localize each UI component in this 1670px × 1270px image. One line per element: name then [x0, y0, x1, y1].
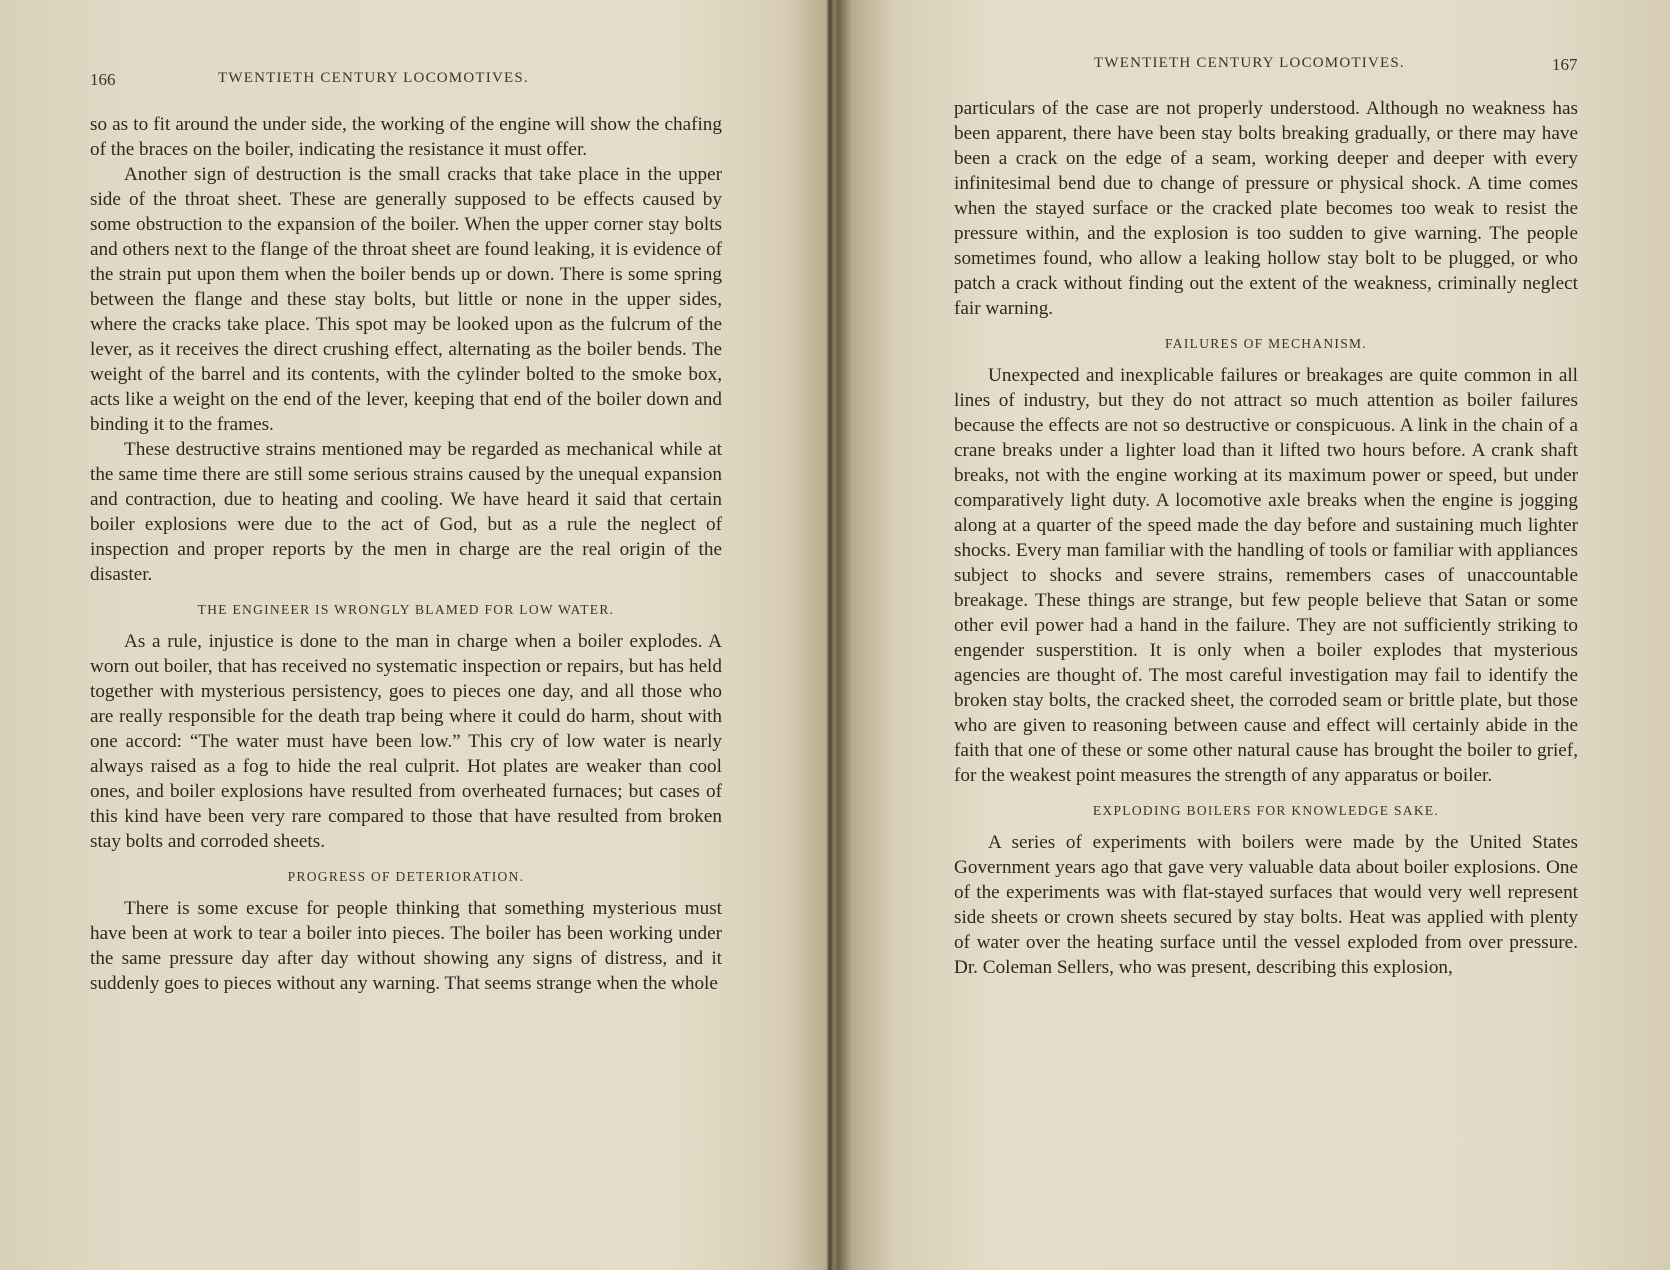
page-number: 167 [1552, 55, 1578, 74]
body-text [90, 112, 722, 996]
paragraph: Another sign of destruction is the small cracks that take place in the upper side of the throat sheet. These are generally supposed to be effects caused by some obstruction to the expansion of the boiler. When the upper corner stay bolts and others next to the flange of the throat sheet are found leaking, it is evidence of the strain put upon them when the boiler bends up or down. There is some spring between the flange and these stay bolts, but little or none in the upper sides, where the cracks take place. This spot may be looked upon as the fulcrum of the lever, as it receives the direct crushing effect, alternating as the boiler bends. The weight of the barrel and its contents, with the cylinder bolted to the smoke box, acts like a weight on the end of the lever, keeping that end of the boiler down and binding it to the frames. [90, 164, 722, 435]
book-gutter [826, 0, 834, 1270]
paragraph: A series of experiments with boilers were made by the United States Government years ago that gave very valuable data about boiler explosions. One of the experiments was with flat-stayed surfaces that would very well represent side sheets or crown sheets secured by stay bolts. Heat was applied with plenty of water over the heating surface until the vessel exploded from over pressure. Dr. Coleman Sellers, who was present, describing this explosion, [954, 832, 1578, 978]
paragraph: Unexpected and inexplicable failures or breakages are quite common in all lines of industry, but they do not attract so much attention as boiler failures because the effects are not so destructive or conspicuous. A link in the chain of a crane breaks under a lighter load than it lifted two hours before. A crank shaft breaks, not with the engine working at its maximum power or speed, but under comparatively light duty. A locomotive axle breaks when the engine is jogging along at a quarter of the speed made the day before and sustaining much lighter shocks. Every man familiar with the handling of tools or familiar with appliances subject to shocks and severe strains, remembers cases of unaccountable breakage. These things are strange, but few people believe that Satan or some other evil power had a hand in the failure. They are not sufficiently striking to engender susperstition. It is only when a boiler explodes that mysterious agencies are thought of. The most careful investigation may fail to identify the broken stay bolts, the cracked sheet, the corroded seam or brittle plate, but those who are given to reasoning between cause and effect will certainly abide in the faith that one of these or some other natural cause has brought the boiler to grief, for the weakest point measures the strength of any apparatus or boiler. [954, 365, 1578, 786]
running-head: TWENTIETH CENTURY LOCOMOTIVES. [218, 70, 529, 86]
left-page [0, 0, 826, 1270]
paragraph: These destructive strains mentioned may be regarded as mechanical while at the same time there are still some serious strains caused by the unequal expansion and contraction, due to heating and cooling. We have heard it said that certain boiler explosions were due to the act of God, but as a rule the neglect of inspection and proper reports by the men in charge are the real origin of the disaster. [90, 439, 722, 585]
body-text [954, 96, 1578, 980]
right-page [834, 0, 1670, 1270]
paragraph: so as to fit around the under side, the working of the engine will show the chafing of the braces on the boiler, indicating the resistance it must offer. [90, 114, 722, 160]
page-number: 166 [90, 70, 116, 89]
running-head: TWENTIETH CENTURY LOCOMOTIVES. [1094, 55, 1405, 71]
paragraph: There is some excuse for people thinking that something mysterious must have been at work to tear a boiler into pieces. The boiler has been working under the same pressure day after day without showing any signs of distress, and it suddenly goes to pieces without any warning. That seems strange when the whole [90, 898, 722, 994]
section-heading: FAILURES OF MECHANISM. [1165, 336, 1367, 351]
paragraph: particulars of the case are not properly understood. Although no weakness has been apparent, there have been stay bolts breaking gradually, or there may have been a crack on the edge of a seam, working deeper and deeper with every infinitesimal bend due to change of pressure or physical shock. A time comes when the stayed surface or the cracked plate becomes too weak to resist the pressure within, and the explosion is too sudden to give warning. The people sometimes found, who allow a leaking hollow stay bolt to be plugged, or who patch a crack without finding out the extent of the weakness, criminally neglect fair warning. [954, 98, 1578, 319]
section-heading: PROGRESS OF DETERIORATION. [287, 869, 525, 884]
paragraph: As a rule, injustice is done to the man in charge when a boiler explodes. A worn out boiler, that has received no systematic inspection or repairs, but has held together with mysterious persistency, goes to pieces one day, and all those who are really responsible for the death trap being where it could do harm, shout with one accord: “The water must have been low.” This cry of low water is nearly always raised as a fog to hide the real culprit. Hot plates are weaker than cool ones, and boiler explosions have resulted from overheated furnaces; but cases of this kind have been very rare compared to those that have resulted from broken stay bolts and corroded sheets. [90, 631, 722, 852]
section-heading: EXPLODING BOILERS FOR KNOWLEDGE SAKE. [1092, 803, 1440, 818]
section-heading: THE ENGINEER IS WRONGLY BLAMED FOR LOW WATER. [197, 602, 615, 617]
